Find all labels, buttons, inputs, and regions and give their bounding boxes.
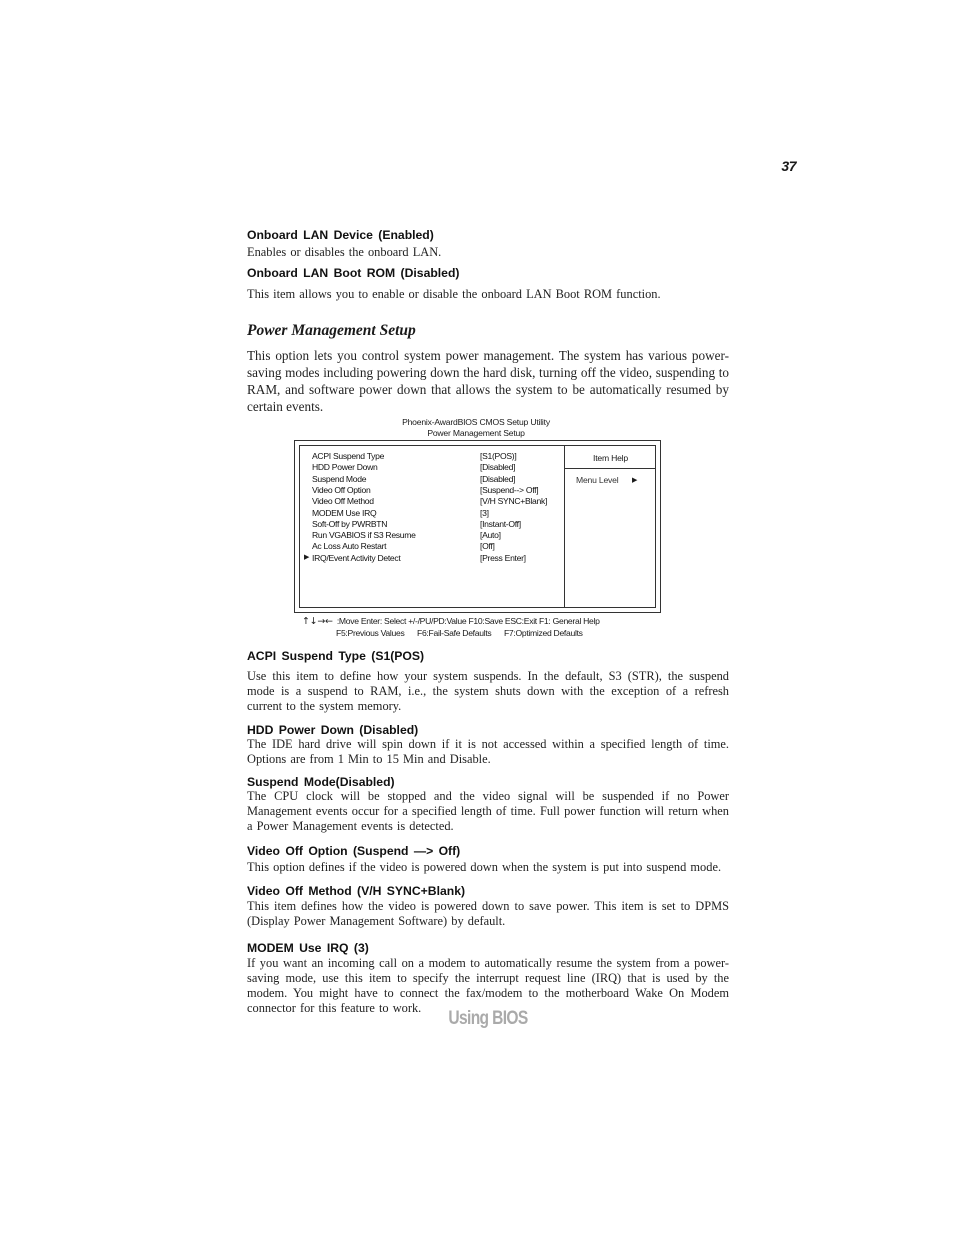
navigation-arrows-icon: ↑↓→←	[302, 616, 333, 627]
bios-help-divider	[564, 445, 565, 608]
video-off-method-heading: Video Off Method (V/H SYNC+Blank)	[247, 884, 466, 898]
bios-caption-screen: Power Management Setup	[427, 428, 525, 438]
bios-item-run-vgabios[interactable]	[312, 530, 562, 541]
video-off-option-heading: Video Off Option (Suspend —> Off)	[247, 844, 461, 858]
bios-item-value: [Instant-Off]	[480, 518, 521, 529]
power-management-body: This option lets you control system power management. The system has various power-saving modes including powering down the hard disk, turning off the video, suspending to RAM, and software power down that allows the system to be automatically resumed by certain events.	[247, 348, 729, 414]
lan-boot-rom-heading: Onboard LAN Boot ROM (Disabled)	[247, 266, 460, 280]
video-off-method-body: This item defines how the video is powered down to save power. This item is set to DPMS (Display Power Management Software) by default.	[247, 899, 729, 928]
bios-item-ac-loss-auto-restart[interactable]	[312, 541, 562, 552]
bios-item-label: Soft-Off by PWRBTN	[312, 518, 388, 529]
bios-item-value: [S1(POS)]	[480, 451, 517, 461]
bios-item-value: [Off]	[480, 541, 495, 552]
bios-item-label: Ac Loss Auto Restart	[312, 541, 387, 552]
hdd-power-down-body: The IDE hard drive will spin down if it is not accessed within a specified length of time. Options are from 1 Min to 15 Min and Disable.	[247, 737, 729, 766]
bios-item-value: [Auto]	[480, 530, 501, 541]
bios-item-acpi-suspend-type[interactable]	[312, 451, 562, 462]
item-help-title: Item Help	[593, 453, 628, 463]
key-legend-text: :Move Enter: Select +/-/PU/PD:Value F10:Save ESC:Exit F1: General Help	[336, 616, 600, 626]
page-number: 37	[781, 158, 796, 174]
bios-item-video-off-method[interactable]	[312, 496, 562, 507]
power-management-title: Power Management Setup	[247, 322, 416, 339]
lan-device-body: Enables or disables the onboard LAN.	[247, 245, 442, 259]
modem-use-irq-body: If you want an incoming call on a modem to automatically resume the system from a power-saving mode, use this item to specify the interrupt request line (IRQ) that is used by the modem. You might have to connect the fax/modem to the motherboard Wake On Modem connector for this feature to work.	[247, 956, 729, 1015]
bios-item-label: MODEM Use IRQ	[312, 507, 377, 518]
video-off-option-body: This option defines if the video is powered down when the system is put into suspend mode.	[247, 860, 722, 874]
bios-caption-utility: Phoenix-AwardBIOS CMOS Setup Utility	[402, 417, 550, 427]
bios-item-hdd-power-down[interactable]	[312, 462, 562, 473]
bios-item-label: Run VGABIOS if S3 Resume	[312, 530, 416, 541]
bios-key-legend-line1	[302, 616, 600, 627]
bios-item-label: ACPI Suspend Type	[312, 451, 385, 461]
bios-item-value: [Disabled]	[480, 473, 516, 484]
bios-item-video-off-option[interactable]	[312, 485, 562, 496]
menu-level-arrow-icon: ▶	[632, 476, 638, 484]
menu-level-label: Menu Level	[576, 475, 619, 485]
bios-item-modem-use-irq[interactable]	[312, 508, 562, 519]
bios-item-suspend-mode[interactable]	[312, 474, 562, 485]
bios-key-legend-line2: F5:Previous Values F6:Fail-Safe Defaults F7:Optimized Defaults	[336, 628, 583, 638]
lan-boot-rom-body: This item allows you to enable or disable the onboard LAN Boot ROM function.	[247, 287, 661, 301]
bios-item-label: Suspend Mode	[312, 473, 367, 484]
submenu-arrow-icon: ▶	[304, 553, 310, 561]
bios-help-rule	[564, 468, 656, 469]
bios-item-label: Video Off Option	[312, 484, 371, 495]
chapter-footer: Using BIOS	[448, 1008, 528, 1029]
acpi-suspend-heading: ACPI Suspend Type (S1(POS)	[247, 649, 425, 663]
bios-item-label: Video Off Method	[312, 496, 374, 507]
bios-item-label: IRQ/Event Activity Detect	[312, 552, 401, 563]
lan-device-heading: Onboard LAN Device (Enabled)	[247, 228, 434, 242]
bios-item-label: HDD Power Down	[312, 462, 378, 473]
bios-item-value: [Disabled]	[480, 462, 516, 473]
bios-item-irq-event-activity-detect[interactable]	[312, 553, 562, 564]
acpi-suspend-body: Use this item to define how your system suspends. In the default, S3 (STR), the suspend mode is a suspend to RAM, i.e., the system shuts down with the exception of a refresh current to the system memory.	[247, 669, 729, 713]
hdd-power-down-heading: HDD Power Down (Disabled)	[247, 723, 419, 737]
bios-item-value: [V/H SYNC+Blank]	[480, 496, 548, 507]
bios-item-value: [Press Enter]	[480, 552, 526, 563]
bios-item-value: [3]	[480, 507, 489, 518]
bios-item-soft-off-by-pwrbtn[interactable]	[312, 519, 562, 530]
modem-use-irq-heading: MODEM Use IRQ (3)	[247, 941, 369, 955]
bios-item-value: [Suspend--> Off]	[480, 484, 539, 495]
suspend-mode-heading: Suspend Mode(Disabled)	[247, 775, 395, 789]
suspend-mode-body: The CPU clock will be stopped and the video signal will be suspended if no Power Management events occur for a specified length of time. Full power function will return when a Power Management events is detected.	[247, 789, 729, 833]
